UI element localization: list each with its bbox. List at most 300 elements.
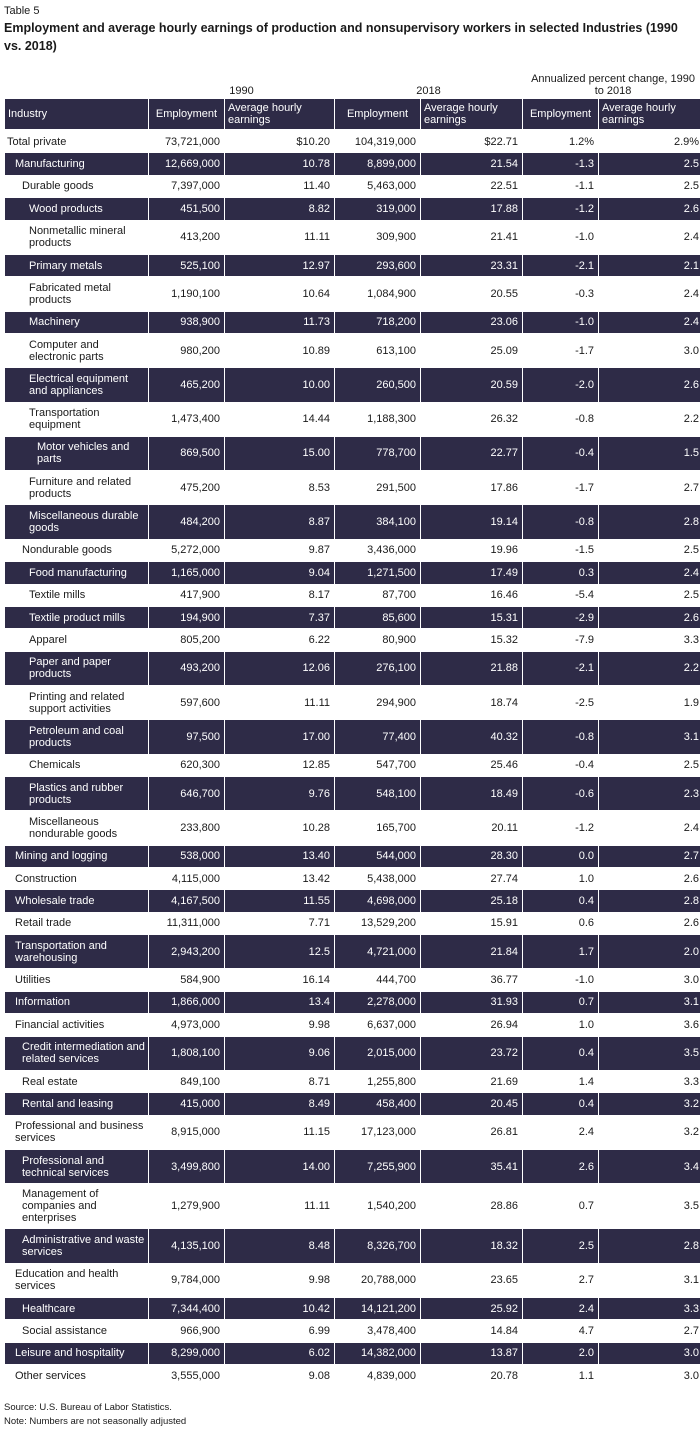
earnings-1990-cell: 12.85 [225, 755, 334, 777]
industry-cell: Education and health services [5, 1264, 148, 1298]
industry-cell: Credit intermediation and related services [5, 1037, 148, 1071]
employment-2018-cell: 14,382,000 [335, 1343, 420, 1365]
employment-change-cell: 4.7 [523, 1320, 598, 1342]
earnings-1990-cell: 6.99 [225, 1320, 334, 1342]
industry-cell: Durable goods [5, 176, 148, 198]
earnings-2018-cell: 25.46 [421, 755, 522, 777]
employment-change-cell: 0.6 [523, 913, 598, 935]
earnings-2018-cell: 23.65 [421, 1264, 522, 1298]
employment-change-cell: 0.4 [523, 1037, 598, 1071]
earnings-1990-cell: 16.14 [225, 969, 334, 991]
employment-1990-cell: 646,700 [149, 777, 224, 811]
table-row [5, 540, 700, 562]
table-row [5, 312, 700, 334]
employment-change-cell: 0.7 [523, 992, 598, 1014]
col-header-employment-2018: Employment [335, 99, 420, 131]
industry-cell: Textile mills [5, 585, 148, 607]
earnings-change-cell: 3.5 [599, 1184, 700, 1229]
table-row [5, 868, 700, 890]
employment-1990-cell: 8,915,000 [149, 1116, 224, 1150]
earnings-2018-cell: 26.32 [421, 403, 522, 437]
employment-2018-cell: 260,500 [335, 368, 420, 402]
earnings-change-cell: 3.3 [599, 1071, 700, 1093]
earnings-1990-cell: 8.17 [225, 585, 334, 607]
employment-change-cell: 1.0 [523, 1014, 598, 1036]
employment-2018-cell: 547,700 [335, 755, 420, 777]
employment-2018-cell: 2,278,000 [335, 992, 420, 1014]
group-header-change: Annualized percent change, 1990 to 2018 [531, 73, 695, 97]
employment-2018-cell: 5,463,000 [335, 176, 420, 198]
earnings-2018-cell: 40.32 [421, 720, 522, 754]
employment-change-cell: -0.6 [523, 777, 598, 811]
employment-2018-cell: 6,637,000 [335, 1014, 420, 1036]
employment-2018-cell: 778,700 [335, 437, 420, 471]
earnings-2018-cell: 26.81 [421, 1116, 522, 1150]
industry-cell: Primary metals [5, 255, 148, 277]
industry-cell: Total private [5, 131, 148, 153]
employment-2018-cell: 718,200 [335, 312, 420, 334]
earnings-change-cell: 3.1 [599, 720, 700, 754]
column-header-row [5, 99, 700, 131]
earnings-1990-cell: 7.37 [225, 607, 334, 629]
table-title: Employment and average hourly earnings of production and nonsupervisory workers in selected Industries (1990 vs. 2018) [4, 21, 678, 53]
industry-cell: Administrative and waste services [5, 1229, 148, 1263]
earnings-2018-cell: 23.06 [421, 312, 522, 334]
earnings-change-cell: 2.2 [599, 652, 700, 686]
employment-change-cell: -7.9 [523, 629, 598, 651]
employment-2018-cell: 13,529,200 [335, 913, 420, 935]
employment-change-cell: -1.0 [523, 221, 598, 255]
employment-1990-cell: 417,900 [149, 585, 224, 607]
table-row [5, 1320, 700, 1342]
employment-change-cell: 2.7 [523, 1264, 598, 1298]
earnings-change-cell: 2.6 [599, 368, 700, 402]
employment-1990-cell: 966,900 [149, 1320, 224, 1342]
table-row [5, 811, 700, 845]
earnings-1990-cell: 8.49 [225, 1093, 334, 1115]
employment-2018-cell: 3,436,000 [335, 540, 420, 562]
table-row [5, 368, 700, 402]
earnings-2018-cell: 17.49 [421, 562, 522, 584]
employment-1990-cell: 1,279,900 [149, 1184, 224, 1229]
employment-change-cell: -2.1 [523, 652, 598, 686]
employment-2018-cell: 80,900 [335, 629, 420, 651]
employment-change-cell: -0.8 [523, 720, 598, 754]
employment-1990-cell: 2,943,200 [149, 935, 224, 969]
employment-2018-cell: 276,100 [335, 652, 420, 686]
employment-change-cell: 0.0 [523, 846, 598, 868]
earnings-2018-cell: 23.72 [421, 1037, 522, 1071]
employment-1990-cell: 620,300 [149, 755, 224, 777]
employment-2018-cell: 1,271,500 [335, 562, 420, 584]
earnings-1990-cell: 8.71 [225, 1071, 334, 1093]
employment-1990-cell: 97,500 [149, 720, 224, 754]
earnings-1990-cell: 9.98 [225, 1014, 334, 1036]
earnings-2018-cell: 18.32 [421, 1229, 522, 1263]
earnings-change-cell: 3.3 [599, 1298, 700, 1320]
employment-1990-cell: 5,272,000 [149, 540, 224, 562]
employment-1990-cell: 584,900 [149, 969, 224, 991]
earnings-change-cell: 2.9% [599, 131, 700, 153]
earnings-change-cell: 2.5 [599, 755, 700, 777]
table-row [5, 1014, 700, 1036]
industry-cell: Furniture and related products [5, 471, 148, 505]
employment-change-cell: -0.8 [523, 505, 598, 539]
industry-cell: Nondurable goods [5, 540, 148, 562]
earnings-change-cell: 2.1 [599, 255, 700, 277]
industry-cell: Mining and logging [5, 846, 148, 868]
employment-1990-cell: 413,200 [149, 221, 224, 255]
employment-1990-cell: 475,200 [149, 471, 224, 505]
industry-cell: Chemicals [5, 755, 148, 777]
industry-cell: Construction [5, 868, 148, 890]
employment-2018-cell: 5,438,000 [335, 868, 420, 890]
industry-cell: Manufacturing [5, 153, 148, 175]
earnings-1990-cell: 10.78 [225, 153, 334, 175]
col-header-earnings-1990: Average hourly earnings [225, 99, 334, 131]
earnings-change-cell: 3.0 [599, 1365, 700, 1387]
employment-change-cell: -1.1 [523, 176, 598, 198]
industry-cell: Plastics and rubber products [5, 777, 148, 811]
col-header-earnings-2018: Average hourly earnings [421, 99, 522, 131]
industry-cell: Leisure and hospitality [5, 1343, 148, 1365]
employment-change-cell: -2.0 [523, 368, 598, 402]
earnings-2018-cell: 35.41 [421, 1150, 522, 1184]
earnings-1990-cell: $10.20 [225, 131, 334, 153]
industry-cell: Food manufacturing [5, 562, 148, 584]
earnings-1990-cell: 7.71 [225, 913, 334, 935]
employment-1990-cell: 597,600 [149, 686, 224, 720]
earnings-change-cell: 2.4 [599, 312, 700, 334]
earnings-2018-cell: 21.88 [421, 652, 522, 686]
employment-2018-cell: 319,000 [335, 198, 420, 220]
earnings-2018-cell: 26.94 [421, 1014, 522, 1036]
earnings-1990-cell: 10.89 [225, 334, 334, 368]
employment-2018-cell: 613,100 [335, 334, 420, 368]
employment-1990-cell: 9,784,000 [149, 1264, 224, 1298]
table-row [5, 1071, 700, 1093]
earnings-1990-cell: 17.00 [225, 720, 334, 754]
employment-change-cell: 2.0 [523, 1343, 598, 1365]
industry-cell: Motor vehicles and parts [5, 437, 148, 471]
earnings-1990-cell: 9.08 [225, 1365, 334, 1387]
employment-2018-cell: 458,400 [335, 1093, 420, 1115]
employment-2018-cell: 4,839,000 [335, 1365, 420, 1387]
table-body [5, 131, 700, 1387]
table-row [5, 437, 700, 471]
employment-2018-cell: 4,698,000 [335, 890, 420, 912]
employment-1990-cell: 869,500 [149, 437, 224, 471]
table-row [5, 969, 700, 991]
earnings-1990-cell: 11.11 [225, 1184, 334, 1229]
earnings-2018-cell: 20.78 [421, 1365, 522, 1387]
table-row [5, 131, 700, 153]
industry-cell: Paper and paper products [5, 652, 148, 686]
earnings-1990-cell: 10.00 [225, 368, 334, 402]
table-row [5, 913, 700, 935]
employment-2018-cell: 4,721,000 [335, 935, 420, 969]
earnings-2018-cell: 19.96 [421, 540, 522, 562]
earnings-2018-cell: 19.14 [421, 505, 522, 539]
industry-cell: Apparel [5, 629, 148, 651]
table-row [5, 846, 700, 868]
table-row [5, 755, 700, 777]
earnings-change-cell: 3.3 [599, 629, 700, 651]
table-row [5, 1150, 700, 1184]
employment-1990-cell: 465,200 [149, 368, 224, 402]
table-row [5, 890, 700, 912]
employment-1990-cell: 805,200 [149, 629, 224, 651]
table-row [5, 686, 700, 720]
employment-1990-cell: 7,344,400 [149, 1298, 224, 1320]
employment-1990-cell: 73,721,000 [149, 131, 224, 153]
earnings-1990-cell: 9.87 [225, 540, 334, 562]
col-header-employment-change: Employment [523, 99, 598, 131]
employment-change-cell: 1.4 [523, 1071, 598, 1093]
industry-cell: Transportation equipment [5, 403, 148, 437]
industry-cell: Rental and leasing [5, 1093, 148, 1115]
industry-cell: Utilities [5, 969, 148, 991]
earnings-change-cell: 2.5 [599, 540, 700, 562]
industry-cell: Electrical equipment and appliances [5, 368, 148, 402]
earnings-change-cell: 2.7 [599, 471, 700, 505]
earnings-1990-cell: 13.42 [225, 868, 334, 890]
group-header-row [5, 59, 700, 99]
employment-2018-cell: 8,899,000 [335, 153, 420, 175]
earnings-1990-cell: 12.97 [225, 255, 334, 277]
earnings-1990-cell: 8.48 [225, 1229, 334, 1263]
employment-1990-cell: 233,800 [149, 811, 224, 845]
footnotes [4, 1401, 696, 1429]
employment-1990-cell: 538,000 [149, 846, 224, 868]
employment-2018-cell: 104,319,000 [335, 131, 420, 153]
table-row [5, 255, 700, 277]
employment-2018-cell: 77,400 [335, 720, 420, 754]
earnings-1990-cell: 12.5 [225, 935, 334, 969]
col-header-earnings-change: Average hourly earnings [599, 99, 700, 131]
employment-change-cell: -1.2 [523, 811, 598, 845]
industry-cell: Management of companies and enterprises [5, 1184, 148, 1229]
table-row [5, 505, 700, 539]
data-table [4, 59, 700, 1387]
earnings-change-cell: 2.5 [599, 585, 700, 607]
employment-2018-cell: 294,900 [335, 686, 420, 720]
earnings-2018-cell: 22.51 [421, 176, 522, 198]
table-row [5, 992, 700, 1014]
earnings-1990-cell: 11.11 [225, 221, 334, 255]
earnings-change-cell: 2.6 [599, 198, 700, 220]
employment-1990-cell: 3,499,800 [149, 1150, 224, 1184]
table-row [5, 198, 700, 220]
earnings-2018-cell: 15.32 [421, 629, 522, 651]
table-row [5, 1229, 700, 1263]
employment-1990-cell: 451,500 [149, 198, 224, 220]
table-row [5, 176, 700, 198]
employment-2018-cell: 87,700 [335, 585, 420, 607]
industry-cell: Nonmetallic mineral products [5, 221, 148, 255]
employment-1990-cell: 1,808,100 [149, 1037, 224, 1071]
employment-1990-cell: 484,200 [149, 505, 224, 539]
earnings-change-cell: 3.0 [599, 334, 700, 368]
industry-cell: Computer and electronic parts [5, 334, 148, 368]
earnings-change-cell: 2.8 [599, 890, 700, 912]
earnings-change-cell: 2.5 [599, 176, 700, 198]
employment-change-cell: 0.7 [523, 1184, 598, 1229]
industry-cell: Textile product mills [5, 607, 148, 629]
employment-2018-cell: 7,255,900 [335, 1150, 420, 1184]
source-note: Source: U.S. Bureau of Labor Statistics. [4, 1402, 172, 1414]
employment-change-cell: 1.7 [523, 935, 598, 969]
employment-change-cell: -1.3 [523, 153, 598, 175]
earnings-1990-cell: 10.42 [225, 1298, 334, 1320]
employment-1990-cell: 8,299,000 [149, 1343, 224, 1365]
earnings-2018-cell: 23.31 [421, 255, 522, 277]
employment-2018-cell: 3,478,400 [335, 1320, 420, 1342]
employment-change-cell: -1.7 [523, 334, 598, 368]
earnings-1990-cell: 14.00 [225, 1150, 334, 1184]
earnings-2018-cell: 20.59 [421, 368, 522, 402]
employment-1990-cell: 938,900 [149, 312, 224, 334]
earnings-2018-cell: 25.09 [421, 334, 522, 368]
table-row [5, 334, 700, 368]
table-row [5, 720, 700, 754]
employment-change-cell: 2.4 [523, 1298, 598, 1320]
table-row [5, 1264, 700, 1298]
earnings-change-cell: 3.0 [599, 1343, 700, 1365]
earnings-2018-cell: 15.31 [421, 607, 522, 629]
employment-2018-cell: 17,123,000 [335, 1116, 420, 1150]
earnings-change-cell: 2.0 [599, 935, 700, 969]
earnings-2018-cell: 28.30 [421, 846, 522, 868]
table-row [5, 403, 700, 437]
earnings-1990-cell: 14.44 [225, 403, 334, 437]
industry-cell: Fabricated metal products [5, 277, 148, 311]
earnings-2018-cell: 31.93 [421, 992, 522, 1014]
earnings-change-cell: 2.6 [599, 913, 700, 935]
table-label: Table 5 [4, 5, 40, 17]
employment-2018-cell: 548,100 [335, 777, 420, 811]
industry-cell: Miscellaneous nondurable goods [5, 811, 148, 845]
table-row [5, 277, 700, 311]
earnings-2018-cell: 16.46 [421, 585, 522, 607]
table-row [5, 1093, 700, 1115]
employment-change-cell: -1.0 [523, 969, 598, 991]
earnings-change-cell: 2.2 [599, 403, 700, 437]
earnings-1990-cell: 13.4 [225, 992, 334, 1014]
industry-cell: Financial activities [5, 1014, 148, 1036]
earnings-2018-cell: 25.92 [421, 1298, 522, 1320]
employment-change-cell: -0.4 [523, 437, 598, 471]
industry-cell: Other services [5, 1365, 148, 1387]
earnings-2018-cell: 14.84 [421, 1320, 522, 1342]
earnings-1990-cell: 15.00 [225, 437, 334, 471]
earnings-2018-cell: $22.71 [421, 131, 522, 153]
earnings-2018-cell: 20.11 [421, 811, 522, 845]
employment-change-cell: 0.3 [523, 562, 598, 584]
industry-cell: Real estate [5, 1071, 148, 1093]
earnings-2018-cell: 18.74 [421, 686, 522, 720]
employment-change-cell: 0.4 [523, 890, 598, 912]
table-row [5, 607, 700, 629]
employment-1990-cell: 1,165,000 [149, 562, 224, 584]
earnings-change-cell: 3.6 [599, 1014, 700, 1036]
earnings-2018-cell: 17.86 [421, 471, 522, 505]
earnings-change-cell: 2.6 [599, 607, 700, 629]
earnings-change-cell: 2.4 [599, 562, 700, 584]
employment-1990-cell: 4,973,000 [149, 1014, 224, 1036]
industry-cell: Machinery [5, 312, 148, 334]
industry-cell: Petroleum and coal products [5, 720, 148, 754]
employment-change-cell: 0.4 [523, 1093, 598, 1115]
employment-1990-cell: 980,200 [149, 334, 224, 368]
earnings-1990-cell: 10.28 [225, 811, 334, 845]
earnings-1990-cell: 8.53 [225, 471, 334, 505]
employment-change-cell: 2.4 [523, 1116, 598, 1150]
employment-1990-cell: 4,135,100 [149, 1229, 224, 1263]
earnings-1990-cell: 6.22 [225, 629, 334, 651]
employment-2018-cell: 544,000 [335, 846, 420, 868]
employment-change-cell: -1.2 [523, 198, 598, 220]
table-row [5, 1184, 700, 1229]
employment-change-cell: -5.4 [523, 585, 598, 607]
table-row [5, 1365, 700, 1387]
table-row [5, 935, 700, 969]
employment-change-cell: 2.5 [523, 1229, 598, 1263]
earnings-2018-cell: 20.55 [421, 277, 522, 311]
earnings-change-cell: 2.4 [599, 811, 700, 845]
earnings-change-cell: 2.6 [599, 868, 700, 890]
earnings-2018-cell: 21.54 [421, 153, 522, 175]
employment-2018-cell: 309,900 [335, 221, 420, 255]
earnings-1990-cell: 8.87 [225, 505, 334, 539]
employment-1990-cell: 849,100 [149, 1071, 224, 1093]
earnings-change-cell: 2.8 [599, 1229, 700, 1263]
earnings-2018-cell: 22.77 [421, 437, 522, 471]
industry-cell: Healthcare [5, 1298, 148, 1320]
earnings-2018-cell: 36.77 [421, 969, 522, 991]
table-row [5, 629, 700, 651]
earnings-1990-cell: 8.82 [225, 198, 334, 220]
employment-2018-cell: 165,700 [335, 811, 420, 845]
employment-change-cell: -0.4 [523, 755, 598, 777]
earnings-change-cell: 3.1 [599, 1264, 700, 1298]
earnings-2018-cell: 13.87 [421, 1343, 522, 1365]
employment-change-cell: -1.0 [523, 312, 598, 334]
employment-1990-cell: 11,311,000 [149, 913, 224, 935]
group-header-1990: 1990 [229, 85, 254, 97]
earnings-1990-cell: 11.55 [225, 890, 334, 912]
earnings-change-cell: 2.5 [599, 153, 700, 175]
earnings-change-cell: 1.9 [599, 686, 700, 720]
earnings-change-cell: 2.3 [599, 777, 700, 811]
industry-cell: Professional and technical services [5, 1150, 148, 1184]
table-row [5, 1037, 700, 1071]
employment-change-cell: -2.1 [523, 255, 598, 277]
industry-cell: Social assistance [5, 1320, 148, 1342]
employment-2018-cell: 293,600 [335, 255, 420, 277]
earnings-change-cell: 3.1 [599, 992, 700, 1014]
industry-cell: Professional and business services [5, 1116, 148, 1150]
group-header-blank [5, 59, 148, 99]
employment-2018-cell: 14,121,200 [335, 1298, 420, 1320]
industry-cell: Printing and related support activities [5, 686, 148, 720]
earnings-2018-cell: 25.18 [421, 890, 522, 912]
employment-1990-cell: 4,115,000 [149, 868, 224, 890]
seasonal-note: Note: Numbers are not seasonally adjusted [4, 1416, 187, 1428]
earnings-2018-cell: 21.69 [421, 1071, 522, 1093]
employment-2018-cell: 1,255,800 [335, 1071, 420, 1093]
employment-2018-cell: 20,788,000 [335, 1264, 420, 1298]
